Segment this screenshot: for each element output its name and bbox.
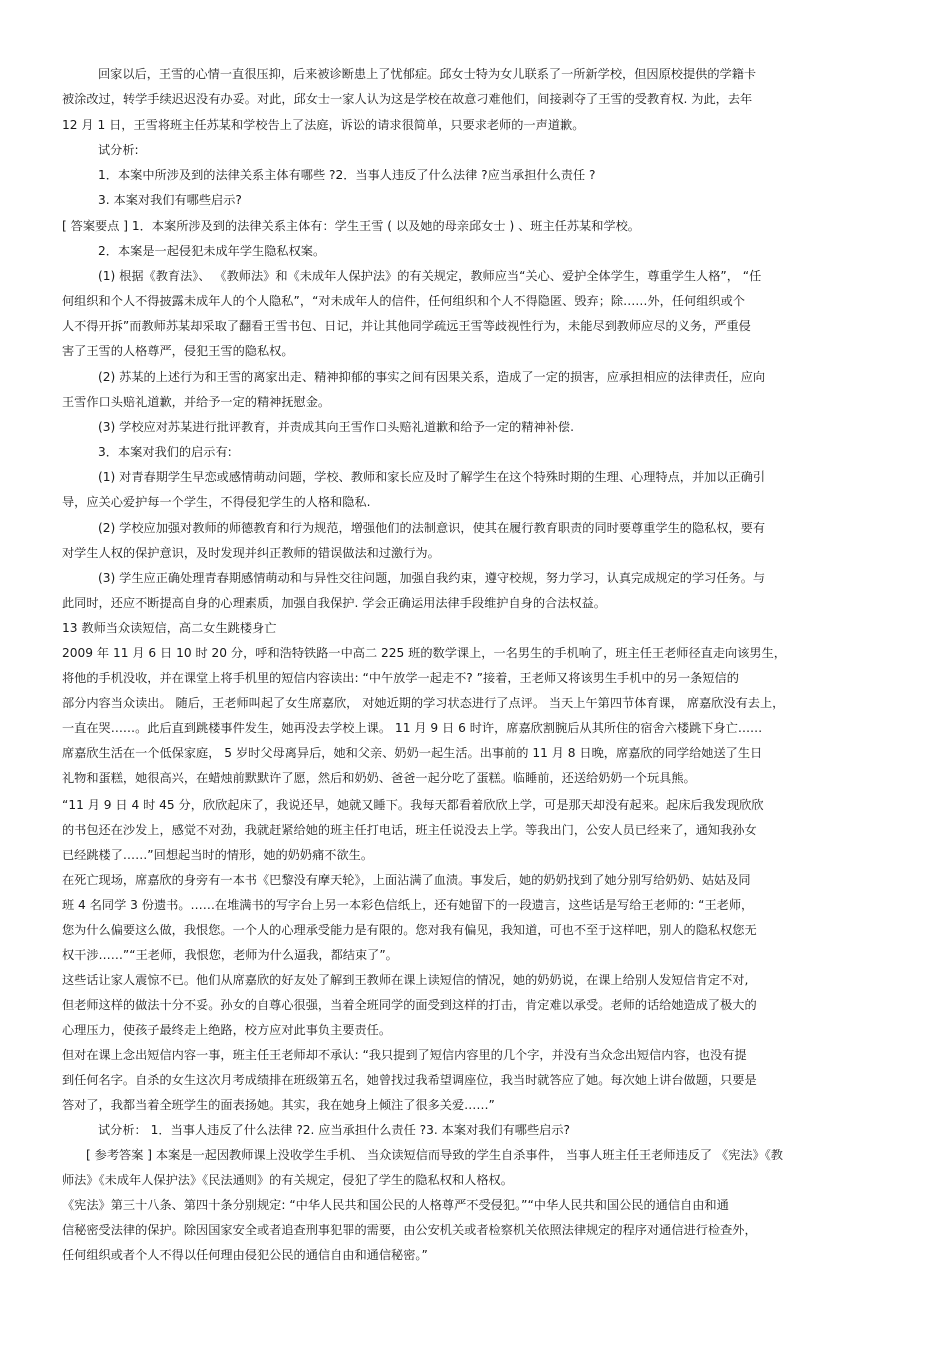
paragraph-line: 在死亡现场，席嘉欣的身旁有一本书《巴黎没有摩天轮》，上面沾满了血渍。事发后，她的奶奶找到了她分别写给奶奶、姑姑及同 — [62, 873, 751, 887]
paragraph-line: 将他的手机没收，并在课堂上将手机里的短信内容读出: “中午放学一起走不? ”接着，王老师又将该男生手机中的另一条短信的 — [62, 671, 739, 685]
paragraph-line: 这些话让家人震惊不已。他们从席嘉欣的好友处了解到王教师在课上读短信的情况，她的奶奶说，在课上给别人发短信肯定不对, — [62, 973, 749, 987]
paragraph-line: 到任何名字。自杀的女生这次月考成绩排在班级第五名，她曾找过我希望调座位，我当时就答应了她。每次她上讲台做题，只要是 — [62, 1073, 757, 1087]
answer-key-line: [ 参考答案 ] 本案是一起因教师课上没收学生手机、 当众读短信而导致的学生自杀事件， 当事人班主任王老师违反了 《宪法》《教 — [86, 1148, 783, 1162]
paragraph-line: 的书包还在沙发上，感觉不对劲，我就赶紧给她的班主任打电话，班主任说没去上学。等我出门，公安人员已经来了，通知我孙女 — [62, 823, 757, 837]
paragraph-line: 害了王雪的人格尊严，侵犯王雪的隐私权。 — [62, 344, 294, 358]
paragraph-line: (1) 对青春期学生早恋或感情萌动问题，学校、教师和家长应及时了解学生在这个特殊时期的生理、心理特点，并加以正确引 — [98, 470, 766, 484]
paragraph-line: 权干涉……”“王老师，我恨您，老师为什么逼我，都结束了”。 — [62, 948, 398, 962]
paragraph-line: 人不得开拆”而教师苏某却采取了翻看王雪书包、日记，并让其他同学疏远王雪等歧视性行为，未能尽到教师应尽的义务，严重侵 — [62, 319, 751, 333]
case-title: 13 教师当众读短信，高二女生跳楼身亡 — [62, 621, 277, 635]
paragraph-line: 心理压力，使孩子最终走上绝路，校方应对此事负主要责任。 — [62, 1023, 392, 1037]
paragraph-line: 导，应关心爱护每一个学生，不得侵犯学生的人格和隐私. — [62, 495, 371, 509]
paragraph-line: 但老师这样的做法十分不妥。孙女的自尊心很强，当着全班同学的面受到这样的打击，肯定难以承受。老师的话给她造成了极大的 — [62, 998, 757, 1012]
paragraph-line: 一直在哭……。此后直到跳楼事件发生，她再没去学校上课。 11 月 9 日 6 时许，席嘉欣割腕后从其所住的宿舍六楼跳下身亡…… — [62, 721, 763, 735]
paragraph-line: 3．本案对我们的启示有: — [98, 445, 232, 459]
paragraph-line: 答对了，我都当着全班学生的面表扬她。其实，我在她身上倾注了很多关爱……” — [62, 1098, 495, 1112]
paragraph-line: 此同时，还应不断提高自身的心理素质，加强自我保护. 学会正确运用法律手段维护自身的合法权益。 — [62, 596, 606, 610]
question-line: 3. 本案对我们有哪些启示? — [98, 193, 242, 207]
section-heading: 试分析: — [98, 143, 139, 157]
paragraph-line: 任何组织或者个人不得以任何理由侵犯公民的通信自由和通信秘密。” — [62, 1248, 428, 1262]
paragraph-line: 2009 年 11 月 6 日 10 时 20 分，呼和浩特铁路一中高二 225 班的数学课上，一名男生的手机响了，班主任王老师径直走向该男生， — [62, 646, 786, 660]
paragraph-line: (2) 苏某的上述行为和王雪的离家出走、精神抑郁的事实之间有因果关系，造成了一定的损害，应承担相应的法律责任，应向 — [98, 370, 766, 384]
paragraph-line: 回家以后，王雪的心情一直很压抑，后来被诊断患上了忧郁症。邱女士特为女儿联系了一所新学校，但因原校提供的学籍卡 — [98, 67, 757, 81]
paragraph-line: 席嘉欣生活在一个低保家庭， 5 岁时父母离异后，她和父亲、奶奶一起生活。出事前的 11 月 8 日晚，席嘉欣的同学给她送了生日 — [62, 746, 763, 760]
paragraph-line: 师法》《未成年人保护法》《民法通则》的有关规定，侵犯了学生的隐私权和人格权。 — [62, 1173, 513, 1187]
paragraph-line: 王雪作口头赔礼道歉，并给予一定的精神抚慰金。 — [62, 395, 331, 409]
paragraph-line: 被涂改过，转学手续迟迟没有办妥。对此，邱女士一家人认为这是学校在故意刁难他们，间接剥夺了王雪的受教育权. 为此，去年 — [62, 92, 753, 106]
paragraph-line: 12 月 1 日，王雪将班主任苏某和学校告上了法庭，诉讼的请求很简单，只要求老师的一声道歉。 — [62, 118, 585, 132]
paragraph-line: 班 4 名同学 3 份遗书。……在堆满书的写字台上另一本彩色信纸上，还有她留下的一段遗言，这些话是写给王老师的: “王老师， — [62, 898, 754, 912]
paragraph-line: 对学生人权的保护意识，及时发现并纠正教师的错误做法和过激行为。 — [62, 546, 440, 560]
question-line: 试分析： 1．当事人违反了什么法律 ?2. 应当承担什么责任 ?3. 本案对我们有哪些启示? — [98, 1123, 570, 1137]
paragraph-line: 但对在课上念出短信内容一事，班主任王老师却不承认: “我只提到了短信内容里的几个字，并没有当众念出短信内容，也没有提 — [62, 1048, 747, 1062]
paragraph-line: 部分内容当众读出。 随后，王老师叫起了女生席嘉欣， 对她近期的学习状态进行了点评。 当天上午第四节体育课， 席嘉欣没有去上， — [62, 696, 785, 710]
paragraph-line: 您为什么偏要这么做，我恨您。一个人的心理承受能力是有限的。您对我有偏见，我知道，可也不至于这样吧，别人的隐私权您无 — [62, 923, 757, 937]
question-line: 1．本案中所涉及到的法律关系主体有哪些 ?2．当事人违反了什么法律 ?应当承担什么责任 ? — [98, 168, 596, 182]
paragraph-line: 已经跳楼了……”回想起当时的情形，她的奶奶痛不欲生。 — [62, 848, 374, 862]
paragraph-line: “11 月 9 日 4 时 45 分，欣欣起床了，我说还早，她就又睡下。我每天都看着欣欣上学，可是那天却没有起来。起床后我发现欣欣 — [62, 798, 764, 812]
paragraph-line: 《宪法》第三十八条、第四十条分别规定: “中华人民共和国公民的人格尊严不受侵犯。”“中华人民共和国公民的通信自由和通 — [62, 1198, 729, 1212]
paragraph-line: (3) 学校应对苏某进行批评教育，并责成其向王雪作口头赔礼道歉和给予一定的精神补偿. — [98, 420, 574, 434]
paragraph-line: 何组织和个人不得披露未成年人的个人隐私”，“对未成年人的信件，任何组织和个人不得隐匿、毁弃；除……外，任何组织或个 — [62, 294, 745, 308]
paragraph-line: (1) 根据《教育法》、 《教师法》和《未成年人保护法》的有关规定，教师应当“关心、爱护全体学生，尊重学生人格”， “任 — [98, 269, 762, 283]
answer-key-line: [ 答案要点 ] 1．本案所涉及到的法律关系主体有：学生王雪 ( 以及她的母亲邱女士 ) 、班主任苏某和学校。 — [62, 219, 640, 233]
paragraph-line: (2) 学校应加强对教师的师德教育和行为规范，增强他们的法制意识，使其在履行教育职责的同时要尊重学生的隐私权，要有 — [98, 521, 766, 535]
paragraph-line: 礼物和蛋糕，她很高兴，在蜡烛前默默许了愿，然后和奶奶、爸爸一起分吃了蛋糕。临睡前，还送给奶奶一个玩具熊。 — [62, 771, 696, 785]
paragraph-line: 信秘密受法律的保护。除因国家安全或者追查刑事犯罪的需要，由公安机关或者检察机关依照法律规定的程序对通信进行检查外， — [62, 1223, 757, 1237]
paragraph-line: (3) 学生应正确处理青春期感情萌动和与异性交往问题，加强自我约束，遵守校规，努力学习，认真完成规定的学习任务。与 — [98, 571, 766, 585]
paragraph-line: 2．本案是一起侵犯未成年学生隐私权案。 — [98, 244, 326, 258]
